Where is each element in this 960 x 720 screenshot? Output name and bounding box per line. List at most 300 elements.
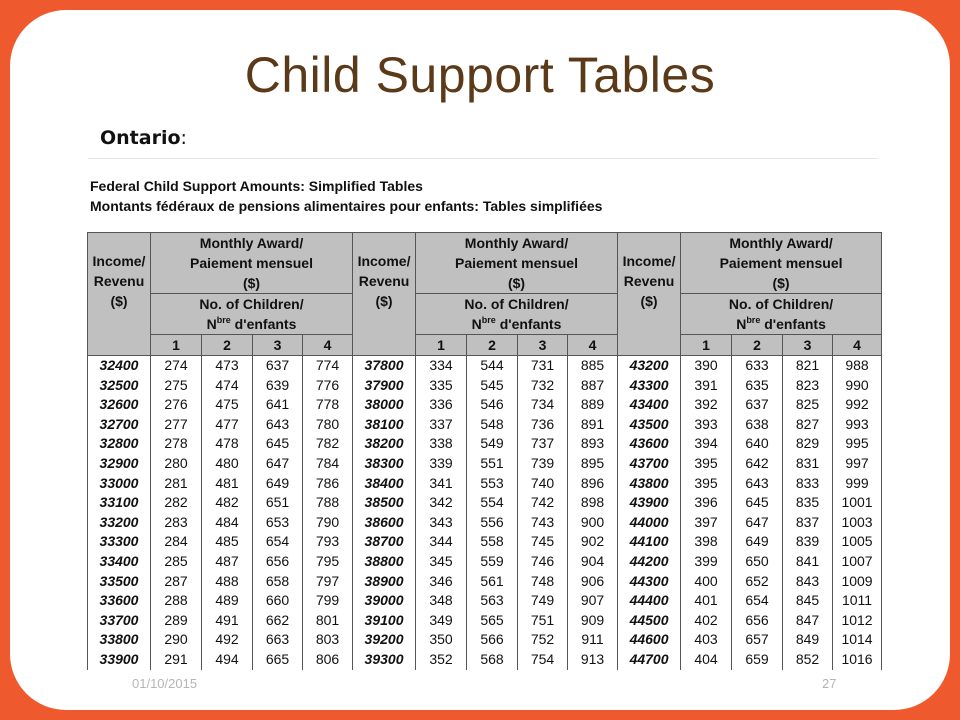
award-cell: 782	[303, 434, 353, 454]
award-cell: 274	[151, 356, 202, 376]
monthly-award-header: Monthly Award/	[151, 233, 353, 254]
income-cell: 39000	[353, 591, 416, 611]
award-cell: 645	[732, 493, 783, 513]
award-cell: 907	[568, 591, 618, 611]
award-cell: 825	[783, 395, 833, 415]
monthly-award-header: Monthly Award/	[416, 233, 618, 254]
income-cell: 43700	[618, 454, 681, 474]
award-cell: 558	[467, 532, 518, 552]
award-cell: 999	[833, 474, 882, 494]
award-cell: 480	[202, 454, 253, 474]
children-header: No. of Children/	[416, 294, 618, 315]
award-cell: 647	[253, 454, 303, 474]
heading-english: Federal Child Support Amounts: Simplified Tables	[90, 178, 423, 194]
award-cell: 404	[681, 650, 732, 670]
award-line3: ($)	[151, 273, 353, 294]
award-cell: 833	[783, 474, 833, 494]
income-cell: 33300	[88, 532, 151, 552]
income-cell: 39300	[353, 650, 416, 670]
award-cell: 289	[151, 611, 202, 631]
table-row	[88, 630, 882, 650]
award-cell: 391	[681, 376, 732, 396]
award-cell: 492	[202, 630, 253, 650]
award-cell: 551	[467, 454, 518, 474]
award-cell: 1007	[833, 552, 882, 572]
monthly-award-header: Monthly Award/	[681, 233, 882, 254]
award-cell: 350	[416, 630, 467, 650]
award-cell: 902	[568, 532, 618, 552]
table-row	[88, 356, 882, 376]
award-cell: 343	[416, 513, 467, 533]
award-cell: 799	[303, 591, 353, 611]
col-1-children: 1	[151, 335, 202, 356]
award-cell: 745	[518, 532, 568, 552]
col-2-children: 2	[467, 335, 518, 356]
award-cell: 485	[202, 532, 253, 552]
award-cell: 906	[568, 572, 618, 592]
income-cell: 43900	[618, 493, 681, 513]
award-cell: 637	[253, 356, 303, 376]
income-cell: 38000	[353, 395, 416, 415]
award-cell: 788	[303, 493, 353, 513]
award-cell: 739	[518, 454, 568, 474]
income-cell: 38600	[353, 513, 416, 533]
award-line2: Paiement mensuel	[681, 253, 882, 273]
award-cell: 290	[151, 630, 202, 650]
income-cell: 39100	[353, 611, 416, 631]
award-cell: 339	[416, 454, 467, 474]
award-cell: 545	[467, 376, 518, 396]
award-cell: 900	[568, 513, 618, 533]
col-4-children: 4	[833, 335, 882, 356]
children-header: No. of Children/	[681, 294, 882, 315]
award-cell: 793	[303, 532, 353, 552]
award-cell: 654	[732, 591, 783, 611]
award-cell: 1016	[833, 650, 882, 670]
award-cell: 841	[783, 552, 833, 572]
award-cell: 645	[253, 434, 303, 454]
income-cell: 33700	[88, 611, 151, 631]
income-header: Income/ Revenu ($)	[618, 233, 681, 356]
award-cell: 896	[568, 474, 618, 494]
award-cell: 847	[783, 611, 833, 631]
table-row	[88, 376, 882, 396]
award-cell: 898	[568, 493, 618, 513]
award-cell: 889	[568, 395, 618, 415]
award-cell: 482	[202, 493, 253, 513]
award-cell: 553	[467, 474, 518, 494]
slide-title: Child Support Tables	[244, 47, 716, 103]
children-header-fr: $N^{bre}$ d'enfants	[416, 314, 618, 335]
award-cell: 806	[303, 650, 353, 670]
award-cell: 651	[253, 493, 303, 513]
award-cell: 1003	[833, 513, 882, 533]
award-cell: 993	[833, 415, 882, 435]
award-cell: 488	[202, 572, 253, 592]
award-cell: 277	[151, 415, 202, 435]
slide	[10, 10, 950, 710]
award-cell: 284	[151, 532, 202, 552]
award-cell: 639	[253, 376, 303, 396]
award-cell: 635	[732, 376, 783, 396]
award-cell: 287	[151, 572, 202, 592]
award-cell: 403	[681, 630, 732, 650]
income-cell: 38700	[353, 532, 416, 552]
table-row	[88, 493, 882, 513]
income-cell: 32900	[88, 454, 151, 474]
award-cell: 786	[303, 474, 353, 494]
income-cell: 38200	[353, 434, 416, 454]
award-cell: 336	[416, 395, 467, 415]
income-cell: 33500	[88, 572, 151, 592]
income-header: Income/ Revenu ($)	[353, 233, 416, 356]
col-1-children: 1	[681, 335, 732, 356]
province-name: Ontario	[100, 127, 181, 149]
award-cell: 662	[253, 611, 303, 631]
income-cell: 44000	[618, 513, 681, 533]
award-cell: 633	[732, 356, 783, 376]
award-cell: 997	[833, 454, 882, 474]
income-cell: 43400	[618, 395, 681, 415]
award-cell: 349	[416, 611, 467, 631]
award-cell: 795	[303, 552, 353, 572]
award-cell: 394	[681, 434, 732, 454]
award-cell: 342	[416, 493, 467, 513]
award-cell: 659	[732, 650, 783, 670]
award-cell: 839	[783, 532, 833, 552]
award-cell: 398	[681, 532, 732, 552]
col-2-children: 2	[202, 335, 253, 356]
table-row	[88, 572, 882, 592]
income-cell: 33200	[88, 513, 151, 533]
award-cell: 1011	[833, 591, 882, 611]
award-line3: ($)	[416, 273, 618, 294]
award-cell: 291	[151, 650, 202, 670]
award-cell: 649	[732, 532, 783, 552]
award-cell: 734	[518, 395, 568, 415]
award-cell: 647	[732, 513, 783, 533]
award-cell: 797	[303, 572, 353, 592]
table-row	[88, 434, 882, 454]
award-cell: 281	[151, 474, 202, 494]
award-cell: 649	[253, 474, 303, 494]
award-cell: 827	[783, 415, 833, 435]
award-cell: 477	[202, 415, 253, 435]
document-heading	[90, 176, 602, 216]
table-row	[88, 454, 882, 474]
table-body	[88, 356, 882, 670]
income-cell: 37900	[353, 376, 416, 396]
award-cell: 885	[568, 356, 618, 376]
award-line2: Paiement mensuel	[416, 253, 618, 273]
col-3-children: 3	[518, 335, 568, 356]
award-cell: 489	[202, 591, 253, 611]
income-cell: 38500	[353, 493, 416, 513]
award-cell: 790	[303, 513, 353, 533]
award-cell: 801	[303, 611, 353, 631]
award-cell: 736	[518, 415, 568, 435]
income-cell: 32800	[88, 434, 151, 454]
award-cell: 774	[303, 356, 353, 376]
heading-french: Montants fédéraux de pensions alimentaires pour enfants: Tables simplifiées	[90, 198, 603, 214]
award-cell: 337	[416, 415, 467, 435]
table-row	[88, 415, 882, 435]
award-cell: 352	[416, 650, 467, 670]
award-cell: 481	[202, 474, 253, 494]
award-cell: 746	[518, 552, 568, 572]
province-colon: :	[180, 127, 187, 149]
award-cell: 911	[568, 630, 618, 650]
award-cell: 995	[833, 434, 882, 454]
award-cell: 638	[732, 415, 783, 435]
income-cell: 33400	[88, 552, 151, 572]
award-cell: 843	[783, 572, 833, 592]
award-cell: 561	[467, 572, 518, 592]
income-cell: 43300	[618, 376, 681, 396]
income-cell: 33600	[88, 591, 151, 611]
award-cell: 748	[518, 572, 568, 592]
award-cell: 346	[416, 572, 467, 592]
award-cell: 546	[467, 395, 518, 415]
income-cell: 32400	[88, 356, 151, 376]
award-cell: 845	[783, 591, 833, 611]
award-cell: 990	[833, 376, 882, 396]
award-cell: 821	[783, 356, 833, 376]
col-2-children: 2	[732, 335, 783, 356]
award-cell: 751	[518, 611, 568, 631]
award-cell: 348	[416, 591, 467, 611]
table-row	[88, 474, 882, 494]
award-cell: 909	[568, 611, 618, 631]
award-cell: 392	[681, 395, 732, 415]
award-cell: 803	[303, 630, 353, 650]
award-cell: 556	[467, 513, 518, 533]
award-cell: 650	[732, 552, 783, 572]
award-cell: 835	[783, 493, 833, 513]
income-cell: 38300	[353, 454, 416, 474]
award-cell: 544	[467, 356, 518, 376]
award-cell: 345	[416, 552, 467, 572]
award-cell: 565	[467, 611, 518, 631]
award-cell: 849	[783, 630, 833, 650]
award-cell: 653	[253, 513, 303, 533]
income-cell: 44600	[618, 630, 681, 650]
award-cell: 278	[151, 434, 202, 454]
award-cell: 637	[732, 395, 783, 415]
award-cell: 491	[202, 611, 253, 631]
income-cell: 32500	[88, 376, 151, 396]
award-cell: 548	[467, 415, 518, 435]
award-cell: 742	[518, 493, 568, 513]
award-cell: 559	[467, 552, 518, 572]
children-header-fr: $N^{bre}$ d'enfants	[151, 314, 353, 335]
award-cell: 475	[202, 395, 253, 415]
award-cell: 752	[518, 630, 568, 650]
award-cell: 288	[151, 591, 202, 611]
award-cell: 643	[732, 474, 783, 494]
award-cell: 494	[202, 650, 253, 670]
award-cell: 643	[253, 415, 303, 435]
award-cell: 988	[833, 356, 882, 376]
table-row	[88, 552, 882, 572]
award-cell: 1012	[833, 611, 882, 631]
award-cell: 778	[303, 395, 353, 415]
award-cell: 891	[568, 415, 618, 435]
income-cell: 38100	[353, 415, 416, 435]
table-row	[88, 532, 882, 552]
income-cell: 43500	[618, 415, 681, 435]
award-cell: 780	[303, 415, 353, 435]
award-cell: 665	[253, 650, 303, 670]
award-cell: 776	[303, 376, 353, 396]
award-cell: 283	[151, 513, 202, 533]
award-cell: 473	[202, 356, 253, 376]
award-line2: Paiement mensuel	[151, 253, 353, 273]
province-label	[100, 127, 187, 149]
award-cell: 641	[253, 395, 303, 415]
award-cell: 474	[202, 376, 253, 396]
children-header-fr: $N^{bre}$ d'enfants	[681, 314, 882, 335]
income-header: Income/ Revenu ($)	[88, 233, 151, 356]
award-cell: 658	[253, 572, 303, 592]
award-cell: 657	[732, 630, 783, 650]
award-cell: 1014	[833, 630, 882, 650]
award-cell: 568	[467, 650, 518, 670]
income-cell: 44100	[618, 532, 681, 552]
award-cell: 334	[416, 356, 467, 376]
award-cell: 276	[151, 395, 202, 415]
col-3-children: 3	[783, 335, 833, 356]
award-cell: 1005	[833, 532, 882, 552]
award-cell: 395	[681, 474, 732, 494]
income-cell: 44500	[618, 611, 681, 631]
award-cell: 563	[467, 591, 518, 611]
table-row	[88, 650, 882, 670]
award-cell: 737	[518, 434, 568, 454]
award-cell: 402	[681, 611, 732, 631]
award-cell: 895	[568, 454, 618, 474]
award-cell: 397	[681, 513, 732, 533]
col-4-children: 4	[568, 335, 618, 356]
divider	[88, 158, 878, 159]
award-cell: 656	[253, 552, 303, 572]
income-cell: 44400	[618, 591, 681, 611]
award-cell: 663	[253, 630, 303, 650]
award-cell: 396	[681, 493, 732, 513]
award-cell: 652	[732, 572, 783, 592]
income-cell: 38800	[353, 552, 416, 572]
award-cell: 852	[783, 650, 833, 670]
income-cell: 37800	[353, 356, 416, 376]
col-4-children: 4	[303, 335, 353, 356]
award-cell: 1009	[833, 572, 882, 592]
income-cell: 33900	[88, 650, 151, 670]
income-cell: 38900	[353, 572, 416, 592]
award-cell: 837	[783, 513, 833, 533]
table-header	[88, 233, 882, 356]
award-cell: 1001	[833, 493, 882, 513]
award-cell: 393	[681, 415, 732, 435]
award-cell: 784	[303, 454, 353, 474]
award-cell: 399	[681, 552, 732, 572]
footer-date: 01/10/2015	[132, 676, 198, 691]
award-cell: 893	[568, 434, 618, 454]
income-cell: 38400	[353, 474, 416, 494]
award-cell: 275	[151, 376, 202, 396]
income-cell: 44300	[618, 572, 681, 592]
award-cell: 754	[518, 650, 568, 670]
award-cell: 400	[681, 572, 732, 592]
award-cell: 642	[732, 454, 783, 474]
table-row	[88, 395, 882, 415]
award-cell: 887	[568, 376, 618, 396]
award-cell: 823	[783, 376, 833, 396]
income-cell: 43800	[618, 474, 681, 494]
award-cell: 549	[467, 434, 518, 454]
award-cell: 904	[568, 552, 618, 572]
income-cell: 33800	[88, 630, 151, 650]
award-cell: 341	[416, 474, 467, 494]
award-cell: 732	[518, 376, 568, 396]
income-cell: 43200	[618, 356, 681, 376]
award-cell: 401	[681, 591, 732, 611]
support-table-viewport	[87, 232, 880, 667]
award-cell: 285	[151, 552, 202, 572]
award-cell: 484	[202, 513, 253, 533]
award-line3: ($)	[681, 273, 882, 294]
table-row	[88, 591, 882, 611]
award-cell: 740	[518, 474, 568, 494]
award-cell: 731	[518, 356, 568, 376]
award-cell: 992	[833, 395, 882, 415]
award-cell: 344	[416, 532, 467, 552]
income-cell: 33100	[88, 493, 151, 513]
award-cell: 335	[416, 376, 467, 396]
income-cell: 43600	[618, 434, 681, 454]
award-cell: 913	[568, 650, 618, 670]
award-cell: 743	[518, 513, 568, 533]
table-row	[88, 611, 882, 631]
award-cell: 395	[681, 454, 732, 474]
income-cell: 32700	[88, 415, 151, 435]
income-cell: 44700	[618, 650, 681, 670]
income-cell: 32600	[88, 395, 151, 415]
income-cell: 44200	[618, 552, 681, 572]
col-3-children: 3	[253, 335, 303, 356]
award-cell: 338	[416, 434, 467, 454]
award-cell: 280	[151, 454, 202, 474]
table-row	[88, 513, 882, 533]
award-cell: 829	[783, 434, 833, 454]
award-cell: 831	[783, 454, 833, 474]
award-cell: 749	[518, 591, 568, 611]
income-cell: 39200	[353, 630, 416, 650]
col-1-children: 1	[416, 335, 467, 356]
award-cell: 478	[202, 434, 253, 454]
award-cell: 656	[732, 611, 783, 631]
award-cell: 487	[202, 552, 253, 572]
children-header: No. of Children/	[151, 294, 353, 315]
award-cell: 390	[681, 356, 732, 376]
support-table	[87, 232, 882, 670]
award-cell: 554	[467, 493, 518, 513]
income-cell: 33000	[88, 474, 151, 494]
award-cell: 640	[732, 434, 783, 454]
award-cell: 660	[253, 591, 303, 611]
award-cell: 282	[151, 493, 202, 513]
page-number: 27	[822, 676, 837, 691]
award-cell: 654	[253, 532, 303, 552]
